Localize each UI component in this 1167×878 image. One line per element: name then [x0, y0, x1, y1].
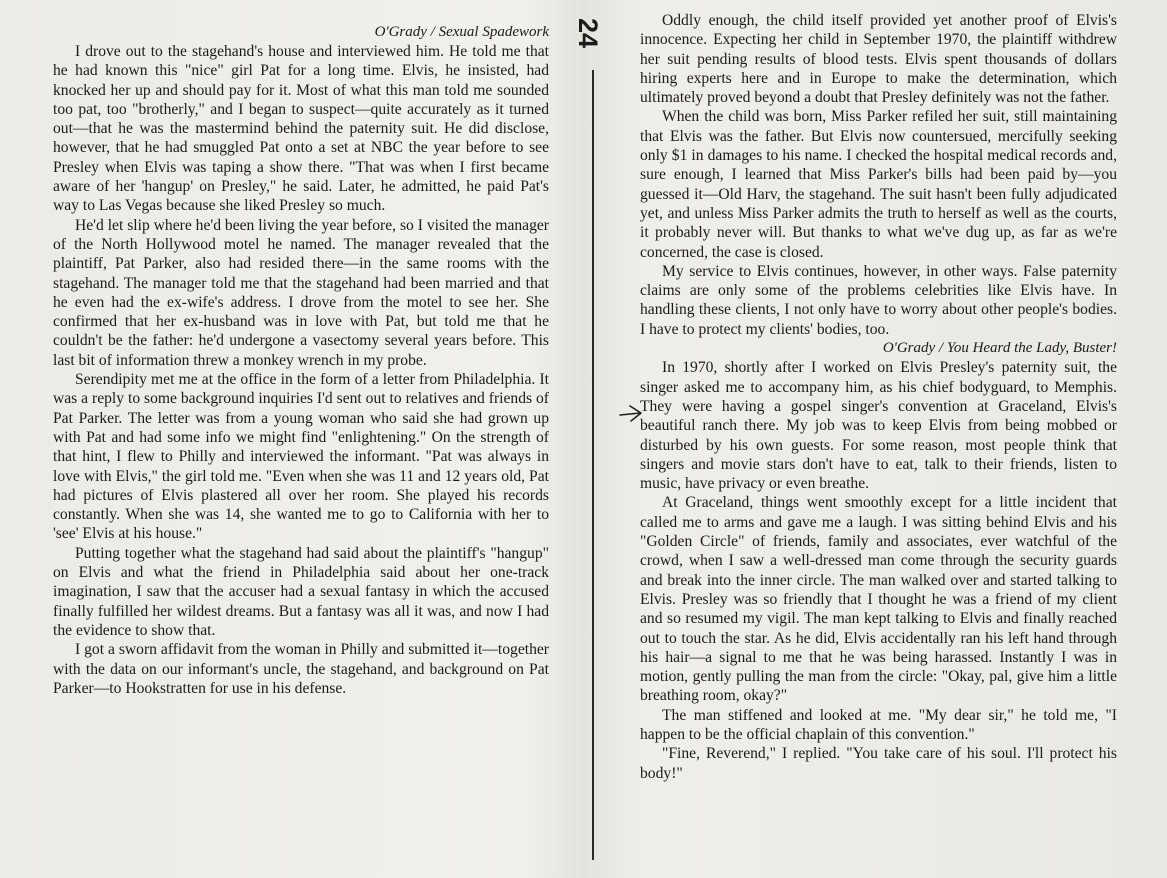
- paragraph: In 1970, shortly after I worked on Elvis Presley's paternity suit, the singer asked me to accompany him, as his chief bodyguard, to Memphis. They were having a gospel singer's convention at Graceland, Elvis's beautiful ranch there. My job was to keep Elvis from being mobbed or disturbed by his own guests. For some reason, most people think that singers and movie stars don't have to eat, talk to their friends, listen to music, have privacy or even breathe.: [640, 359, 1117, 493]
- paragraph: My service to Elvis continues, however, in other ways. False paternity claims are only some of the problems celebrities like Elvis have. In handling these clients, I not only have to worry about other people's bodies. I have to protect my clients' bodies, too.: [640, 262, 1117, 338]
- paragraph: At Graceland, things went smoothly except for a little incident that called me to arms and gave me a laugh. I was sitting behind Elvis and his "Golden Circle" of friends, family and associates, ever watchful of the crowd, when I saw a well-dressed man come through the security guards and break into the inner circle. The man walked over and started talking to Elvis. Presley was so friendly that I thought he was a friend of my client and so resumed my vigil. The man kept talking to Elvis and finally reached out to touch the star. As he did, Elvis accidentally ran his left hand through his hair—a signal to me that he was being harassed. Instantly I was in motion, gently pulling the man from the circle: "Okay, pal, give him a little breathing room, okay?": [640, 494, 1117, 705]
- section-heading: O'Grady / You Heard the Lady, Buster!: [882, 340, 1117, 357]
- paragraph: Putting together what the stagehand had said about the plaintiff's "hangup" on Elvis and what the friend in Philadelphia said about her one-track imagination, I saw that the accuser had a sexual fantasy in which the accused finally fulfilled her wildest dreams. But a fantasy was all it was, and now I had the evidence to show that.: [53, 544, 549, 639]
- running-head-left: O'Grady / Sexual Spadework: [374, 24, 549, 40]
- paragraph: "Fine, Reverend," I replied. "You take care of his soul. I'll protect his body!": [640, 745, 1117, 782]
- left-page-column: [53, 22, 549, 698]
- paragraph: Oddly enough, the child itself provided yet another proof of Elvis's innocence. Expecting her child in September 1970, the plaintiff withdrew her suit pending results of blood tests. Elvis spent thousands of dollars hiring experts here and in Europe to make the determination, which ultimately proved beyond a doubt that Presley definitely was not the father.: [640, 12, 1117, 107]
- paragraph: I got a sworn affidavit from the woman in Philly and submitted it—together with the data on our informant's uncle, the stagehand, and background on Pat Parker—to Hookstratten for use in his defense.: [53, 641, 549, 697]
- paragraph: When the child was born, Miss Parker refiled her suit, still maintaining that Elvis was the father. But Elvis now countersued, mercifully seeking only $1 in damages to his name. I checked the hospital medical records and, sure enough, I learned that Miss Parker's bills had been paid by—you guessed it—Old Harv, the stagehand. The suit hasn't been fully adjudicated yet, and unless Miss Parker admits the truth to herself as well as the courts, it probably never will. But thanks to what we've dug up, as far as we're concerned, the case is closed.: [640, 108, 1117, 261]
- paragraph: The man stiffened and looked at me. "My dear sir," he told me, "I happen to be the official chaplain of this convention.": [640, 706, 1117, 743]
- page-gutter: [575, 12, 615, 857]
- column-divider: [592, 70, 594, 860]
- right-page-column: [640, 11, 1117, 783]
- paragraph: He'd let slip where he'd been living the year before, so I visited the manager of the North Hollywood motel he named. The manager revealed that the plaintiff, Pat Parker, also had resided there—in the same rooms with the stagehand. The manager told me that the stagehand had been married and that he even had the ex-wife's address. I drove from the motel to see her. She confirmed that her ex-husband was in love with Pat, but told me that he couldn't be the father: he'd undergone a vasectomy several years before. This last bit of information threw a monkey wrench in my probe.: [53, 216, 549, 369]
- paragraph: Serendipity met me at the office in the form of a letter from Philadelphia. It was a reply to some background inquiries I'd sent out to relatives and friends of Pat Parker. The letter was from a young woman who said she had grown up with Pat and had some info we might find "enlightening." On the strength of that hint, I flew to Philly and interviewed the informant. "Pat was always in love with Elvis," the girl told me. "Even when she was 11 and 12 years old, Pat had pictures of Elvis plastered all over her room. She played his records constantly. When she was 14, she wanted me to go to California with her to 'see' Elvis at his house.": [53, 371, 549, 543]
- paragraph: I drove out to the stagehand's house and interviewed him. He told me that he had known this "nice" girl Pat for a long time. Elvis, he insisted, had knocked her up and should pay for it. Most of what this man told me sounded too pat, too "brotherly," and I began to suspect—quite accurately as it turned out—that he was the mastermind behind the paternity suit. He did disclose, however, that he had smuggled Pat onto a set at NBC the year before to see Presley when Elvis was taping a show there. "That was when I first became aware of her 'hangup' on Presley," he said. Later, he admitted, he paid Pat's way to Las Vegas because she liked Presley so much.: [53, 43, 549, 215]
- page-number: 24: [573, 18, 603, 49]
